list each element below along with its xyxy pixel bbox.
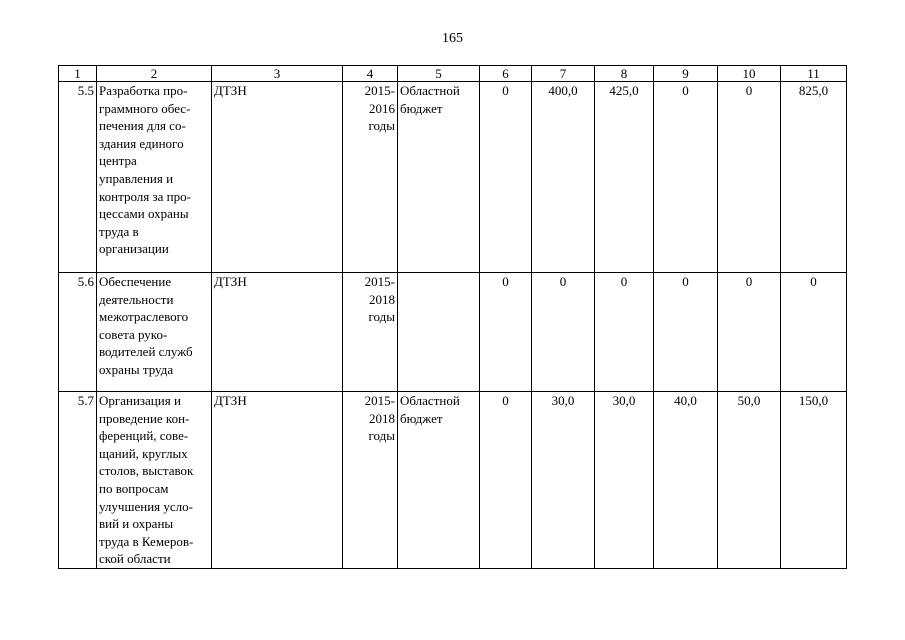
measure-name-line: Разработка про- (99, 83, 188, 98)
executor-cell: ДТЗН (212, 273, 343, 392)
table-header-row (59, 66, 847, 82)
funding-source-line: бюджет (400, 100, 443, 116)
measure-name-line: печения для со- (99, 118, 186, 134)
measure-name-line: совета руко- (99, 326, 168, 342)
value-cell: 0 (654, 82, 718, 273)
measure-name-line: ской области (99, 551, 171, 567)
row-number: 5.6 (59, 273, 97, 392)
measure-name-cell (97, 392, 212, 569)
period-line: 2018 (369, 291, 395, 307)
period-cell (343, 392, 398, 569)
funding-source-cell (398, 273, 480, 392)
funding-source-line: бюджет (400, 410, 443, 426)
measure-name-line: проведение кон- (99, 410, 190, 426)
period-cell (343, 273, 398, 392)
measure-name-line: столов, выставок (99, 463, 194, 479)
header-cell: 2 (97, 66, 212, 82)
table-row (59, 82, 847, 273)
measure-name-line: здания единого (99, 135, 184, 151)
measure-name-line: цессами охраны (99, 206, 189, 222)
period-line: 2015- (364, 274, 395, 289)
measure-name-line: межотраслевого (99, 309, 189, 325)
total-cell: 0 (781, 273, 847, 392)
program-table (58, 65, 847, 569)
period-line: годы (368, 428, 395, 444)
period-line: годы (368, 118, 395, 134)
value-cell: 0 (480, 392, 532, 569)
value-cell: 0 (480, 82, 532, 273)
value-cell: 30,0 (595, 392, 654, 569)
header-cell: 6 (480, 66, 532, 82)
header-cell: 5 (398, 66, 480, 82)
value-cell: 0 (532, 273, 595, 392)
executor-cell: ДТЗН (212, 392, 343, 569)
measure-name-line: труда в Кемеров- (99, 533, 194, 549)
measure-name-line: улучшения усло- (99, 498, 193, 514)
header-cell: 9 (654, 66, 718, 82)
funding-source-cell (398, 392, 480, 569)
header-cell: 8 (595, 66, 654, 82)
funding-source-line: Областной (400, 83, 460, 98)
measure-name-line: организации (99, 241, 169, 257)
funding-source-cell (398, 82, 480, 273)
value-cell: 0 (718, 82, 781, 273)
header-cell: 10 (718, 66, 781, 82)
measure-name-line: ференций, сове- (99, 428, 189, 444)
measure-name-cell (97, 273, 212, 392)
value-cell: 40,0 (654, 392, 718, 569)
measure-name-line: Обеспечение (99, 274, 172, 289)
period-line: 2016 (369, 100, 395, 116)
measure-name-cell (97, 82, 212, 273)
period-line: 2018 (369, 410, 395, 426)
value-cell: 0 (480, 273, 532, 392)
measure-name-line: управления и (99, 170, 174, 186)
measure-name-line: контроля за про- (99, 188, 191, 204)
measure-name-line: по вопросам (99, 480, 169, 496)
measure-name-line: вий и охраны (99, 516, 174, 532)
header-cell: 7 (532, 66, 595, 82)
period-cell (343, 82, 398, 273)
funding-source-line: Областной (400, 393, 460, 408)
measure-name-line: центра (99, 153, 137, 169)
table-row (59, 392, 847, 569)
row-number: 5.7 (59, 392, 97, 569)
measure-name-line: деятельности (99, 291, 174, 307)
total-cell: 150,0 (781, 392, 847, 569)
measure-name-line: водителей служб (99, 344, 193, 360)
measure-name-line: труда в (99, 223, 139, 239)
header-cell: 3 (212, 66, 343, 82)
value-cell: 0 (595, 273, 654, 392)
period-line: 2015- (364, 83, 395, 98)
period-line: 2015- (364, 393, 395, 408)
measure-name-line: граммного обес- (99, 100, 191, 116)
page-number: 165 (442, 31, 463, 46)
header-cell: 4 (343, 66, 398, 82)
value-cell: 0 (718, 273, 781, 392)
measure-name-line: охраны труда (99, 361, 174, 377)
total-cell: 825,0 (781, 82, 847, 273)
value-cell: 400,0 (532, 82, 595, 273)
header-cell: 11 (781, 66, 847, 82)
value-cell: 30,0 (532, 392, 595, 569)
value-cell: 0 (654, 273, 718, 392)
value-cell: 425,0 (595, 82, 654, 273)
table-row (59, 273, 847, 392)
header-cell: 1 (59, 66, 97, 82)
value-cell: 50,0 (718, 392, 781, 569)
executor-cell: ДТЗН (212, 82, 343, 273)
measure-name-line: щаний, круглых (99, 445, 188, 461)
measure-name-line: Организация и (99, 393, 181, 408)
period-line: годы (368, 309, 395, 325)
row-number: 5.5 (59, 82, 97, 273)
